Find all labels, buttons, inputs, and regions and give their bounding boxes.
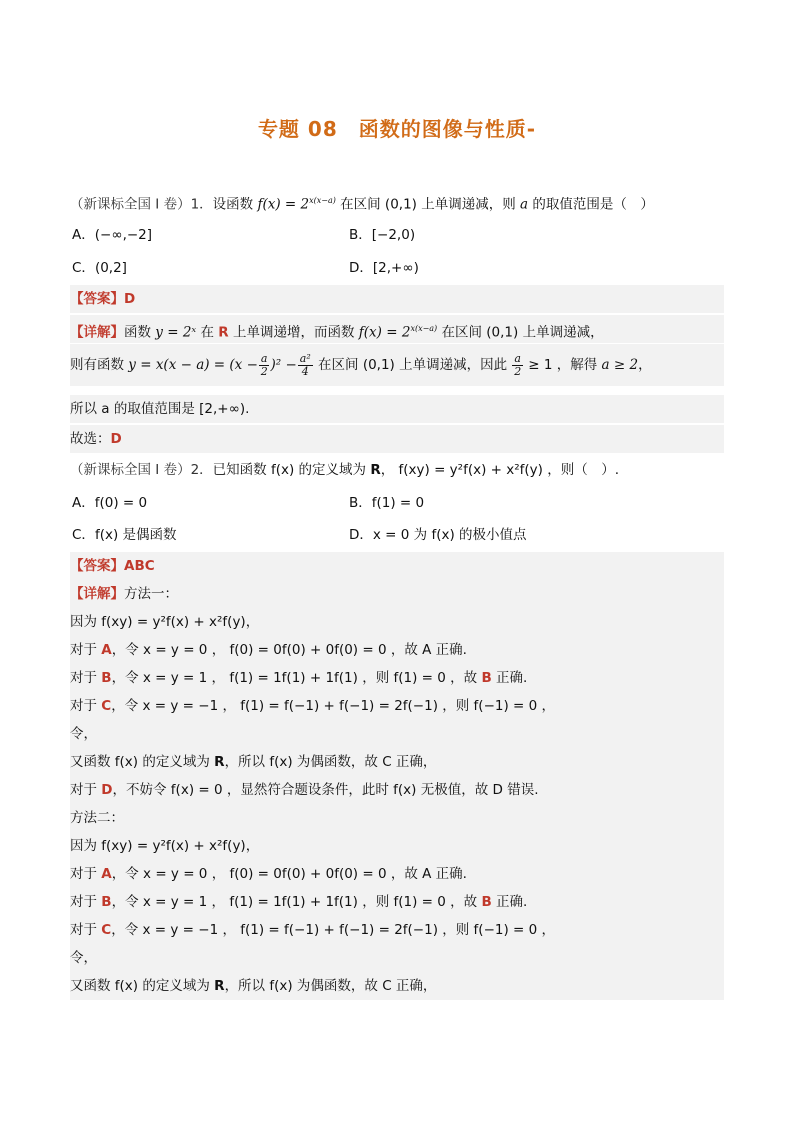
page-title: 专题 08 函数的图像与性质-: [257, 117, 537, 141]
real-set: R: [218, 324, 229, 341]
selected-answer: D: [110, 431, 122, 447]
text: ，令 x = y = 0 ， f(0) = 0f(0) + 0f(0) = 0 ，故 A 正确.: [111, 866, 467, 882]
case-c-line: [70, 916, 724, 944]
stem-text: 设函数: [212, 196, 258, 213]
option-label: A．: [72, 227, 95, 243]
domain-line: [70, 972, 724, 1000]
option-label: D．: [349, 527, 373, 543]
option-a: [72, 221, 152, 249]
numerator: a: [514, 351, 521, 365]
option-b: [349, 221, 415, 249]
text: ，: [638, 357, 652, 373]
stem-text: 的取值范围是（ ）: [528, 196, 654, 213]
denominator: 4: [301, 364, 309, 378]
question-1-stem: [70, 187, 724, 215]
formula: a ≥ 2: [601, 357, 639, 373]
because-line: 因为 f(xy) = y²f(x) + x²f(y)，: [70, 832, 724, 860]
detail-tag: 【详解】: [70, 586, 124, 602]
real-set: R: [214, 978, 225, 994]
question-2-stem: [70, 456, 724, 484]
text: 在区间 (0,1) 上单调递减，因此: [313, 357, 512, 373]
case-tag: B: [101, 670, 112, 686]
text: 对于: [70, 894, 102, 910]
option-b: [349, 489, 424, 517]
formula: y = x(x − a) = (x −: [128, 357, 258, 373]
detail-line-1: [70, 315, 724, 343]
option-value: x = 0 为 f(x) 的极小值点: [372, 527, 527, 543]
text: ，令 x = y = 0 ， f(0) = 0f(0) + 0f(0) = 0 ，故 A 正确.: [111, 642, 467, 658]
answer-tag: 【答案】: [70, 291, 124, 307]
fraction: [259, 353, 270, 378]
denominator: 2: [260, 364, 268, 378]
case-c-line: [70, 692, 724, 720]
text: ，所以 f(x) 为偶函数，故 C 正确，: [224, 978, 437, 994]
method-heading: 方法一：: [124, 586, 178, 602]
text: 对于: [70, 922, 102, 938]
case-tag: A: [101, 866, 112, 882]
exponent: x(x−a): [410, 324, 438, 333]
text: 对于: [70, 670, 102, 686]
case-tag: C: [101, 698, 112, 714]
formula: f(x) = 2: [257, 196, 310, 213]
text: 则有函数: [70, 357, 129, 373]
case-a-line: [70, 860, 724, 888]
text: ，令 x = y = 1 ， f(1) = 1f(1) + 1f(1) ，则 f(1) = 0 ，故: [111, 670, 482, 686]
option-c: [72, 521, 177, 549]
option-value: [−2,0): [371, 227, 416, 243]
text: 对于: [70, 782, 102, 798]
case-b-line: [70, 888, 724, 916]
answer-value: D: [124, 291, 136, 307]
text: 在: [196, 324, 219, 341]
case-tag: A: [101, 642, 112, 658]
formula: y = 2ˣ: [155, 324, 197, 341]
option-label: C．: [72, 260, 95, 276]
text: 正确.: [491, 670, 528, 686]
text: ，令 x = y = −1 ， f(1) = f(−1) + f(−1) = 2f(−1) ，则 f(−1) = 0 ，: [111, 698, 556, 714]
text: 又函数 f(x) 的定义域为: [70, 978, 215, 994]
because-line: 因为 f(xy) = y²f(x) + x²f(y)，: [70, 608, 724, 636]
stem-text: ， f(xy) = y²f(x) + x²f(y) ，则（ ）.: [380, 462, 619, 478]
question-source: （新课标全国 Ⅰ 卷）1．: [70, 196, 213, 213]
option-d: [349, 521, 527, 549]
case-tag: D: [101, 782, 113, 798]
option-value: f(0) = 0: [94, 495, 148, 511]
text: 在区间 (0,1) 上单调递减，: [437, 324, 604, 341]
detail-line-method1: [70, 580, 724, 608]
case-tag: B: [101, 894, 112, 910]
option-value: (0,2]: [94, 260, 127, 276]
real-set: R: [214, 754, 225, 770]
text: 对于: [70, 642, 102, 658]
fraction: [512, 353, 523, 378]
text: 对于: [70, 698, 102, 714]
text: 又函数 f(x) 的定义域为: [70, 754, 215, 770]
answer-line: [70, 285, 724, 313]
variable: a: [520, 196, 529, 213]
numerator: a²: [299, 351, 311, 365]
question-source: （新课标全国 Ⅰ 卷）2．: [70, 462, 213, 478]
option-d: [349, 254, 419, 282]
stem-text: 已知函数 f(x) 的定义域为: [212, 462, 371, 478]
detail-line-2: [70, 344, 724, 386]
formula: f(x) = 2: [358, 324, 411, 341]
case-tag: B: [481, 670, 492, 686]
exponent: x(x−a): [309, 196, 336, 205]
case-a-line: [70, 636, 724, 664]
detail-line-3: 所以 a 的取值范围是 [2,+∞).: [70, 395, 724, 423]
case-tag: C: [101, 922, 112, 938]
text: 上单调递增，而函数: [228, 324, 359, 341]
text: ≥ 1 ，解得: [523, 357, 602, 373]
option-label: C．: [72, 527, 95, 543]
stem-text: 在区间 (0,1) 上单调递减，则: [335, 196, 521, 213]
option-c: [72, 254, 127, 282]
option-label: B．: [349, 495, 372, 511]
option-label: A．: [72, 495, 95, 511]
text: 故选：: [70, 431, 111, 447]
text: ，不妨令 f(x) = 0 ，显然符合题设条件，此时 f(x) 无极值，故 D 错误.: [112, 782, 539, 798]
domain-line: [70, 748, 724, 776]
option-label: D．: [349, 260, 373, 276]
case-d-line: [70, 776, 724, 804]
real-set: R: [370, 462, 381, 478]
detail-tag: 【详解】: [70, 324, 124, 341]
option-label: B．: [349, 227, 372, 243]
ling-line: 令，: [70, 720, 724, 748]
answer-line: [70, 552, 724, 580]
option-value: (−∞,−2]: [94, 227, 153, 243]
detail-line-4: [70, 425, 724, 453]
denominator: 2: [514, 364, 522, 378]
text: ，令 x = y = −1 ， f(1) = f(−1) + f(−1) = 2f(−1) ，则 f(−1) = 0 ，: [111, 922, 556, 938]
ling-line: 令，: [70, 944, 724, 972]
text: ，令 x = y = 1 ， f(1) = 1f(1) + 1f(1) ，则 f(1) = 0 ，故: [111, 894, 482, 910]
option-a: [72, 489, 147, 517]
text: ，所以 f(x) 为偶函数，故 C 正确，: [224, 754, 437, 770]
text: 正确.: [491, 894, 528, 910]
case-tag: B: [481, 894, 492, 910]
answer-value: ABC: [124, 558, 155, 574]
numerator: a: [260, 351, 268, 365]
fraction: [298, 353, 313, 378]
formula: )² −: [270, 357, 297, 373]
option-value: [2,+∞): [372, 260, 419, 276]
detail-line-method2: 方法二：: [70, 804, 724, 832]
text: 对于: [70, 866, 102, 882]
option-value: f(x) 是偶函数: [94, 527, 177, 543]
option-value: f(1) = 0: [371, 495, 425, 511]
case-b-line: [70, 664, 724, 692]
answer-tag: 【答案】: [70, 558, 124, 574]
text: 函数: [124, 324, 156, 341]
